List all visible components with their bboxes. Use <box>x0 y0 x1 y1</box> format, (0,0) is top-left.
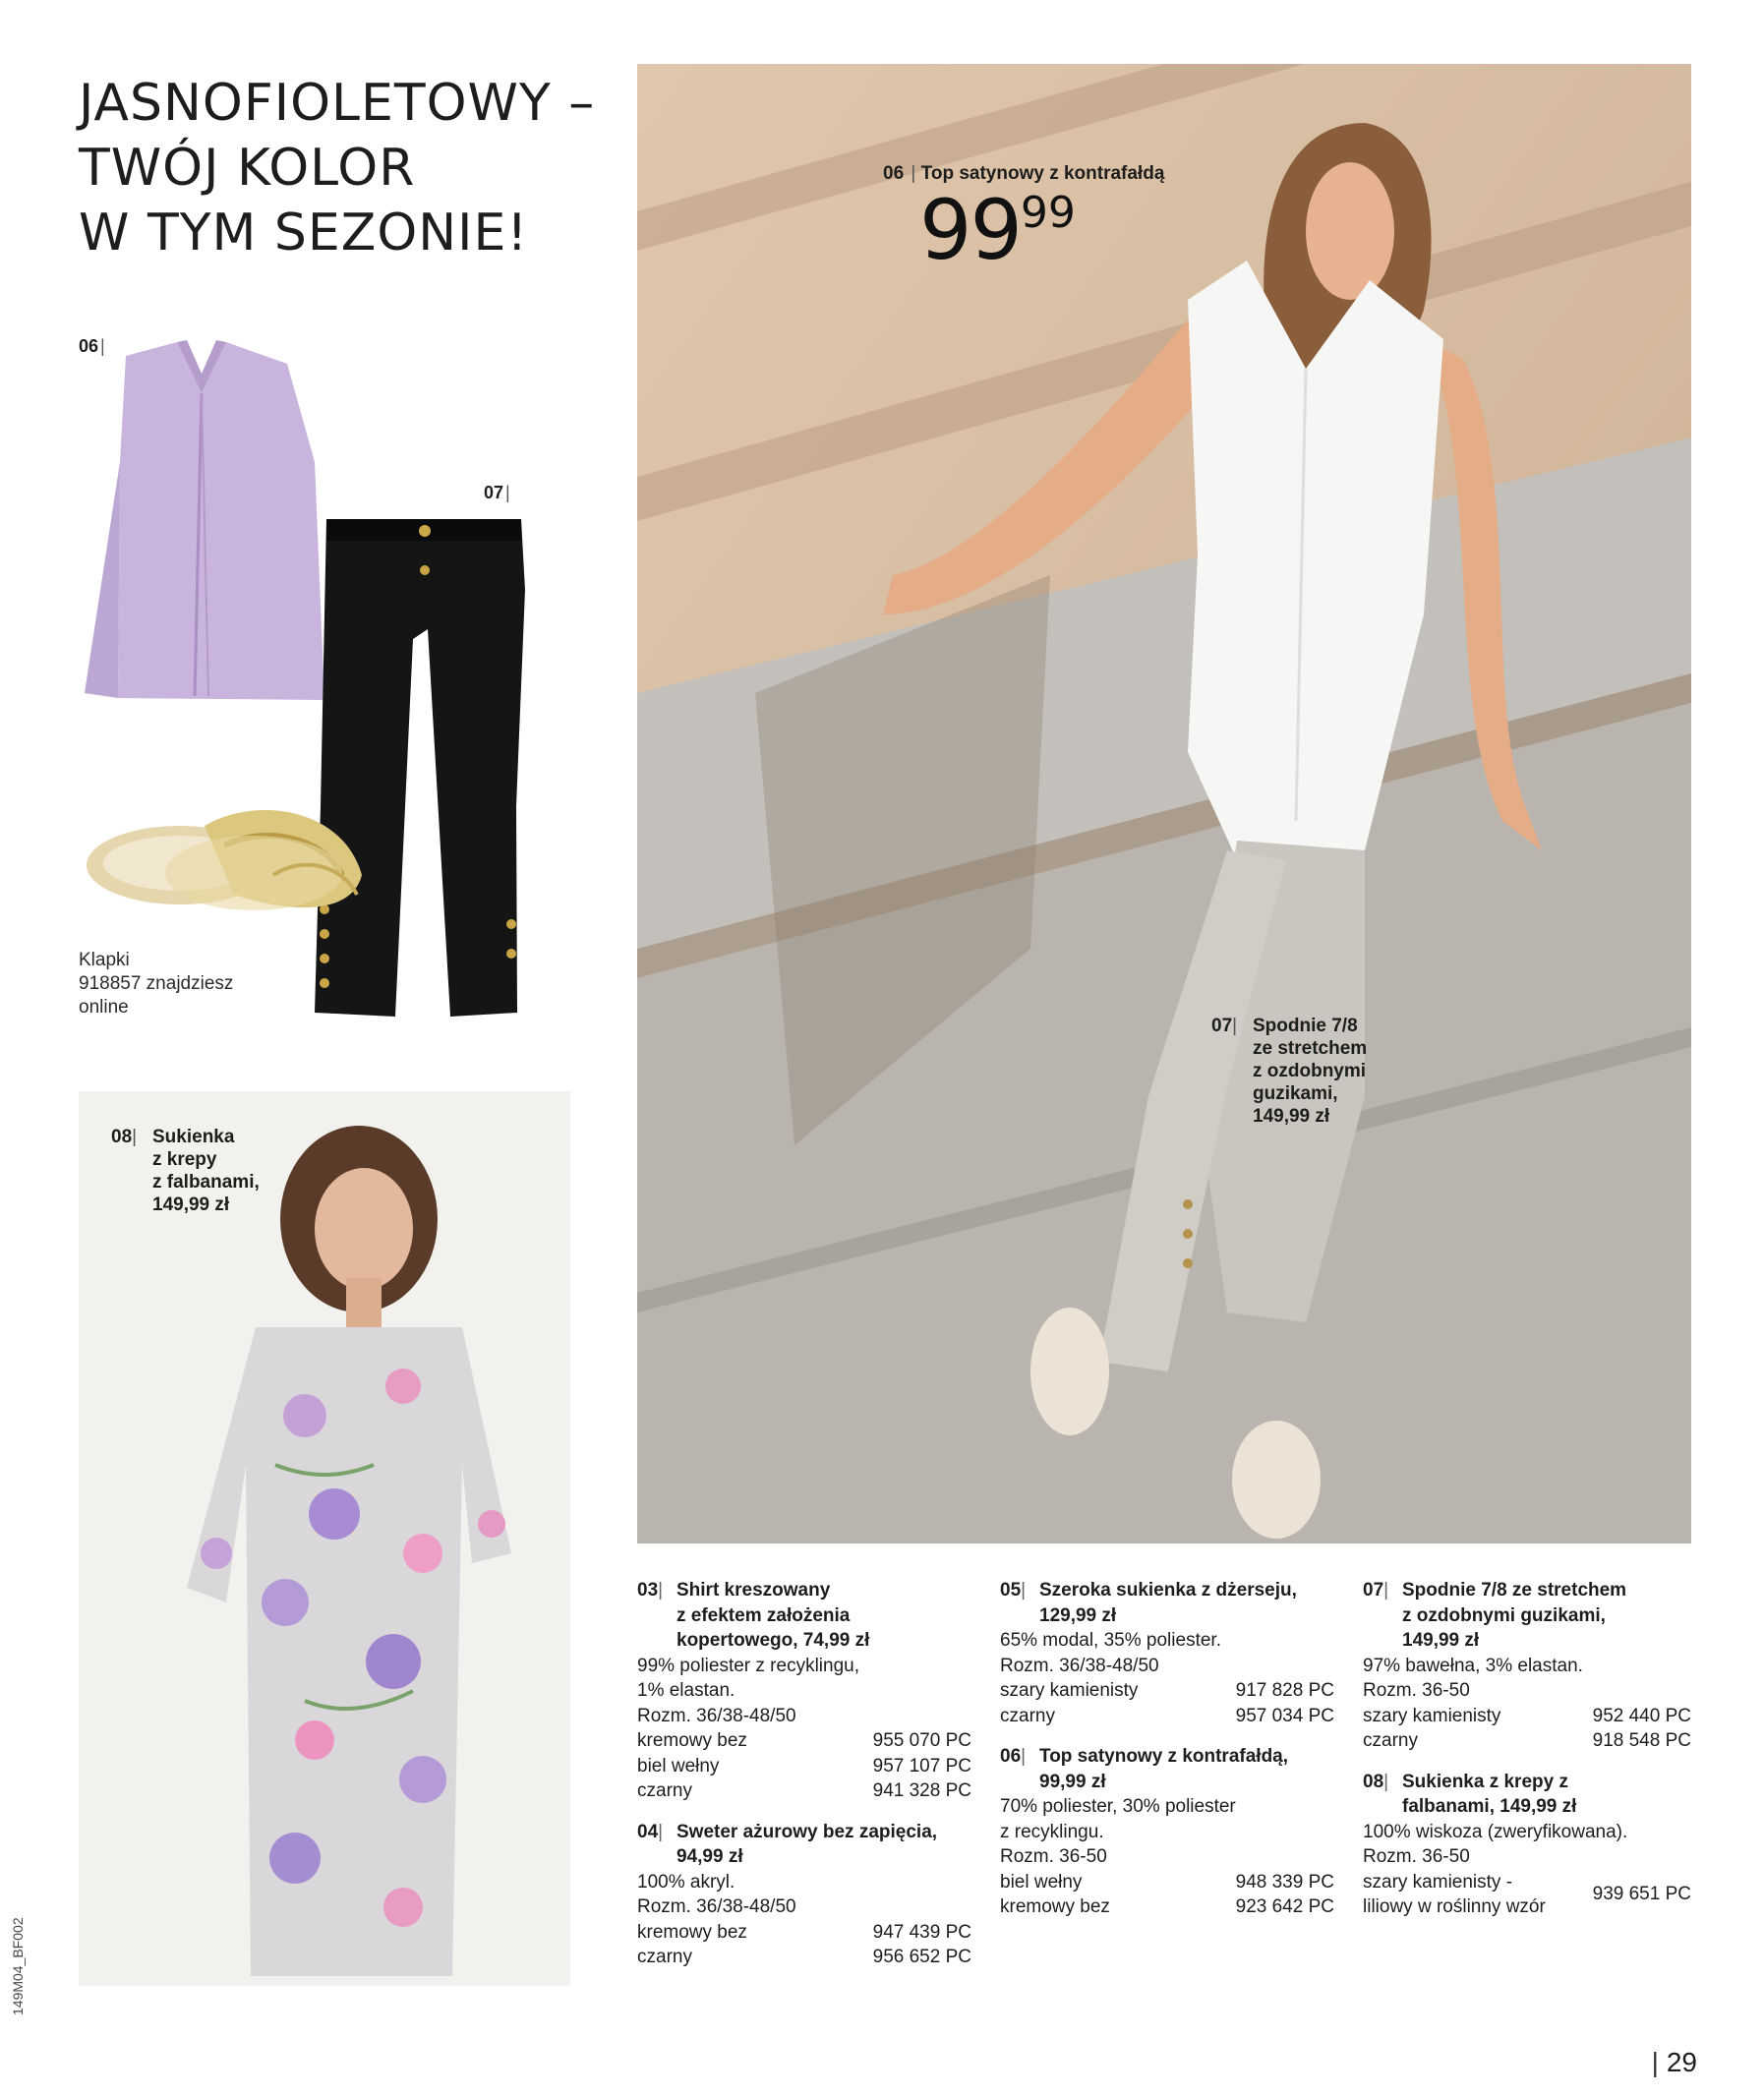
product-desc-line: z recyklingu. <box>1000 1821 1104 1842</box>
dress-photo[interactable] <box>79 1091 570 1986</box>
page-number-value: 29 <box>1666 2047 1697 2077</box>
product-title-line: z efektem założenia <box>676 1604 851 1626</box>
product-title-line: falbanami, 149,99 zł <box>1402 1796 1577 1817</box>
product-title-line: kopertowego, 74,99 zł <box>676 1630 870 1651</box>
product-column-1 <box>637 1578 971 1986</box>
product-desc-line: Rozm. 36-50 <box>1363 1846 1470 1867</box>
headline <box>79 71 629 265</box>
product-title-text <box>1402 1578 1626 1654</box>
photo-pants-callout-line: guzikami, <box>1253 1083 1338 1104</box>
product-desc-line: Rozm. 36/38-48/50 <box>637 1896 796 1917</box>
variant-code: 923 642 PC <box>1235 1896 1334 1917</box>
tag-divider: | <box>1383 1580 1389 1601</box>
variant-row <box>1000 1704 1334 1729</box>
product-desc-line: 1% elastan. <box>637 1680 735 1701</box>
variant-color: czarny <box>637 1947 692 1967</box>
headline-line-2: TWÓJ KOLOR <box>79 139 416 198</box>
dress-callout-text <box>152 1126 260 1216</box>
dress-callout-line: 149,99 zł <box>152 1194 230 1215</box>
product-title <box>1000 1578 1334 1628</box>
sandals-note-line: 918857 znajdziesz <box>79 973 234 994</box>
product-tag-number: 07 <box>484 483 504 502</box>
product-desc-line: 99% poliester z recyklingu, <box>637 1655 859 1676</box>
variant-color: kremowy bez <box>637 1921 747 1943</box>
dress-callout-number-wrap <box>111 1126 152 1216</box>
product-number-wrap <box>1363 1578 1402 1654</box>
product-number-wrap <box>1000 1578 1039 1628</box>
product-title <box>1363 1578 1691 1654</box>
tag-divider: | <box>100 336 105 356</box>
product-column-3 <box>1363 1578 1691 1936</box>
product-title-line: 149,99 zł <box>1402 1630 1480 1651</box>
price-cents: 99 <box>1020 188 1076 238</box>
product-title <box>1363 1770 1691 1820</box>
variant-row <box>1363 1704 1691 1729</box>
product-number-wrap <box>637 1578 676 1654</box>
catalog-code: 149M04_BF002 <box>10 1917 26 2015</box>
photo-pants-callout <box>1211 1015 1367 1128</box>
product-title-line: z ozdobnymi guzikami, <box>1402 1604 1606 1626</box>
variant-code: 956 652 PC <box>872 1947 971 1967</box>
product-title-text <box>1039 1744 1288 1794</box>
page-number <box>1652 2047 1697 2078</box>
product-tag-07 <box>484 483 510 503</box>
floral-dress-illustration <box>79 1091 570 1986</box>
variant-row <box>637 1754 971 1779</box>
product-title-line: Sukienka z krepy z <box>1402 1771 1568 1792</box>
tag-divider: | <box>132 1127 138 1147</box>
product-column-2 <box>1000 1578 1334 1936</box>
variant-color: czarny <box>1000 1705 1055 1726</box>
product-block-07 <box>1363 1578 1691 1754</box>
photo-pants-callout-text <box>1253 1015 1367 1128</box>
variant-row <box>637 1728 971 1754</box>
dress-callout-line: Sukienka <box>152 1127 235 1147</box>
photo-pants-callout-line: Spodnie 7/8 <box>1253 1016 1358 1036</box>
photo-pants-callout-line: ze stretchem <box>1253 1038 1368 1059</box>
product-desc-line: 100% akryl. <box>637 1871 735 1893</box>
photo-pants-callout-line: 149,99 zł <box>1253 1106 1330 1127</box>
tag-divider: | <box>906 163 921 184</box>
lilac-top-image[interactable] <box>79 334 324 708</box>
variant-code: 948 339 PC <box>1235 1871 1334 1893</box>
variant-code: 941 328 PC <box>872 1780 971 1801</box>
sandals-note <box>79 949 233 1019</box>
variant-color: kremowy bez <box>1000 1896 1110 1917</box>
product-desc-line: 97% bawełna, 3% elastan. <box>1363 1655 1583 1676</box>
product-number-wrap <box>1000 1744 1039 1794</box>
product-block-08 <box>1363 1770 1691 1920</box>
product-block-06 <box>1000 1744 1334 1920</box>
product-title-text <box>676 1578 869 1654</box>
product-title-line: 99,99 zł <box>1039 1771 1106 1792</box>
product-title-text <box>1402 1770 1576 1820</box>
variant-row <box>637 1945 971 1970</box>
product-title <box>1000 1744 1334 1794</box>
variant-row <box>637 1920 971 1946</box>
product-title <box>637 1578 971 1654</box>
product-number-wrap <box>1363 1770 1402 1820</box>
price-main: 99 <box>919 182 1021 278</box>
variant-code: 957 034 PC <box>1235 1705 1334 1726</box>
photo-top-callout-label: Top satynowy z kontrafałdą <box>920 163 1165 184</box>
product-desc-line: Rozm. 36-50 <box>1000 1846 1107 1867</box>
product-block-04 <box>637 1820 971 1970</box>
product-desc-line: 65% modal, 35% poliester. <box>1000 1630 1221 1651</box>
variant-color: biel wełny <box>1000 1871 1083 1893</box>
variant-color: czarny <box>1363 1730 1418 1751</box>
product-desc-line: Rozm. 36/38-48/50 <box>1000 1655 1159 1676</box>
photo-pants-callout-line: z ozdobnymi <box>1253 1061 1367 1081</box>
headline-line-3: W TYM SEZONIE! <box>79 204 529 262</box>
dress-callout-number: 08 <box>111 1127 133 1147</box>
headline-line-1: JASNOFIOLETOWY – <box>79 74 596 133</box>
woman-on-wall-illustration <box>637 64 1691 1544</box>
product-title-line: Spodnie 7/8 ze stretchem <box>1402 1580 1627 1601</box>
variant-code: 939 651 PC <box>1592 1884 1691 1905</box>
product-desc-line: 70% poliester, 30% poliester <box>1000 1796 1236 1817</box>
product-block-03 <box>637 1578 971 1804</box>
variant-code: 947 439 PC <box>872 1921 971 1943</box>
gold-sandals-image[interactable] <box>77 767 372 944</box>
dress-callout-line: z krepy <box>152 1149 217 1170</box>
tag-divider: | <box>1021 1746 1027 1767</box>
tag-divider: | <box>658 1580 664 1601</box>
product-title-text <box>676 1820 937 1870</box>
tag-divider: | <box>1383 1771 1389 1792</box>
product-tag-number: 06 <box>79 336 99 356</box>
variant-color: biel wełny <box>637 1755 720 1777</box>
variant-color: szary kamienisty <box>1000 1680 1139 1701</box>
variant-color: czarny <box>637 1780 692 1801</box>
product-title <box>637 1820 971 1870</box>
product-title-line: Szeroka sukienka z dżerseju, <box>1039 1580 1297 1601</box>
variant-row <box>637 1778 971 1804</box>
photo-pants-callout-number: 07 <box>1211 1016 1233 1036</box>
product-number: 04 <box>637 1821 659 1842</box>
product-desc-line: Rozm. 36-50 <box>1363 1680 1470 1701</box>
variant-code: 918 548 PC <box>1592 1730 1691 1751</box>
product-number: 05 <box>1000 1580 1022 1601</box>
product-number: 08 <box>1363 1771 1384 1792</box>
variant-code: 957 107 PC <box>872 1755 971 1777</box>
product-title-line: 129,99 zł <box>1039 1604 1117 1626</box>
product-desc-line: 100% wiskoza (zweryfikowana). <box>1363 1821 1628 1842</box>
photo-pants-callout-number-wrap <box>1211 1015 1253 1128</box>
variant-row <box>1000 1870 1334 1895</box>
tag-divider: | <box>1232 1016 1238 1036</box>
variant-row <box>1000 1678 1334 1704</box>
tag-divider: | <box>505 483 510 502</box>
product-block-05 <box>1000 1578 1334 1728</box>
variant-color: szary kamienisty - liliowy w roślinny wzór <box>1363 1871 1546 1917</box>
photo-top-price <box>919 182 1076 278</box>
variant-row <box>1363 1728 1691 1754</box>
product-number-wrap <box>637 1820 676 1870</box>
product-title-line: Shirt kreszowany <box>676 1580 831 1601</box>
product-desc-line: Rozm. 36/38-48/50 <box>637 1705 796 1726</box>
product-number: 03 <box>637 1580 659 1601</box>
dress-callout-line: z falbanami, <box>152 1172 260 1193</box>
variant-row <box>1000 1894 1334 1920</box>
variant-code: 952 440 PC <box>1592 1705 1691 1726</box>
variant-color: szary kamienisty <box>1363 1705 1501 1726</box>
main-photo[interactable] <box>637 64 1691 1544</box>
tag-divider: | <box>658 1821 664 1842</box>
page-number-divider: | <box>1651 2047 1659 2077</box>
variant-row <box>1363 1870 1691 1920</box>
product-title-line: Top satynowy z kontrafałdą, <box>1039 1746 1289 1767</box>
sandals-note-line: online <box>79 997 129 1018</box>
product-title-line: Sweter ażurowy bez zapięcia, <box>676 1821 938 1842</box>
product-number: 07 <box>1363 1580 1384 1601</box>
variant-code: 917 828 PC <box>1235 1680 1334 1701</box>
product-number: 06 <box>1000 1746 1022 1767</box>
product-title-line: 94,99 zł <box>676 1846 743 1867</box>
product-title-text <box>1039 1578 1297 1628</box>
photo-top-callout-number: 06 <box>883 163 905 184</box>
dress-callout <box>111 1126 260 1216</box>
variant-color: kremowy bez <box>637 1730 747 1751</box>
tag-divider: | <box>1021 1580 1027 1601</box>
sandals-note-line: Klapki <box>79 950 130 970</box>
variant-code: 955 070 PC <box>872 1730 971 1751</box>
